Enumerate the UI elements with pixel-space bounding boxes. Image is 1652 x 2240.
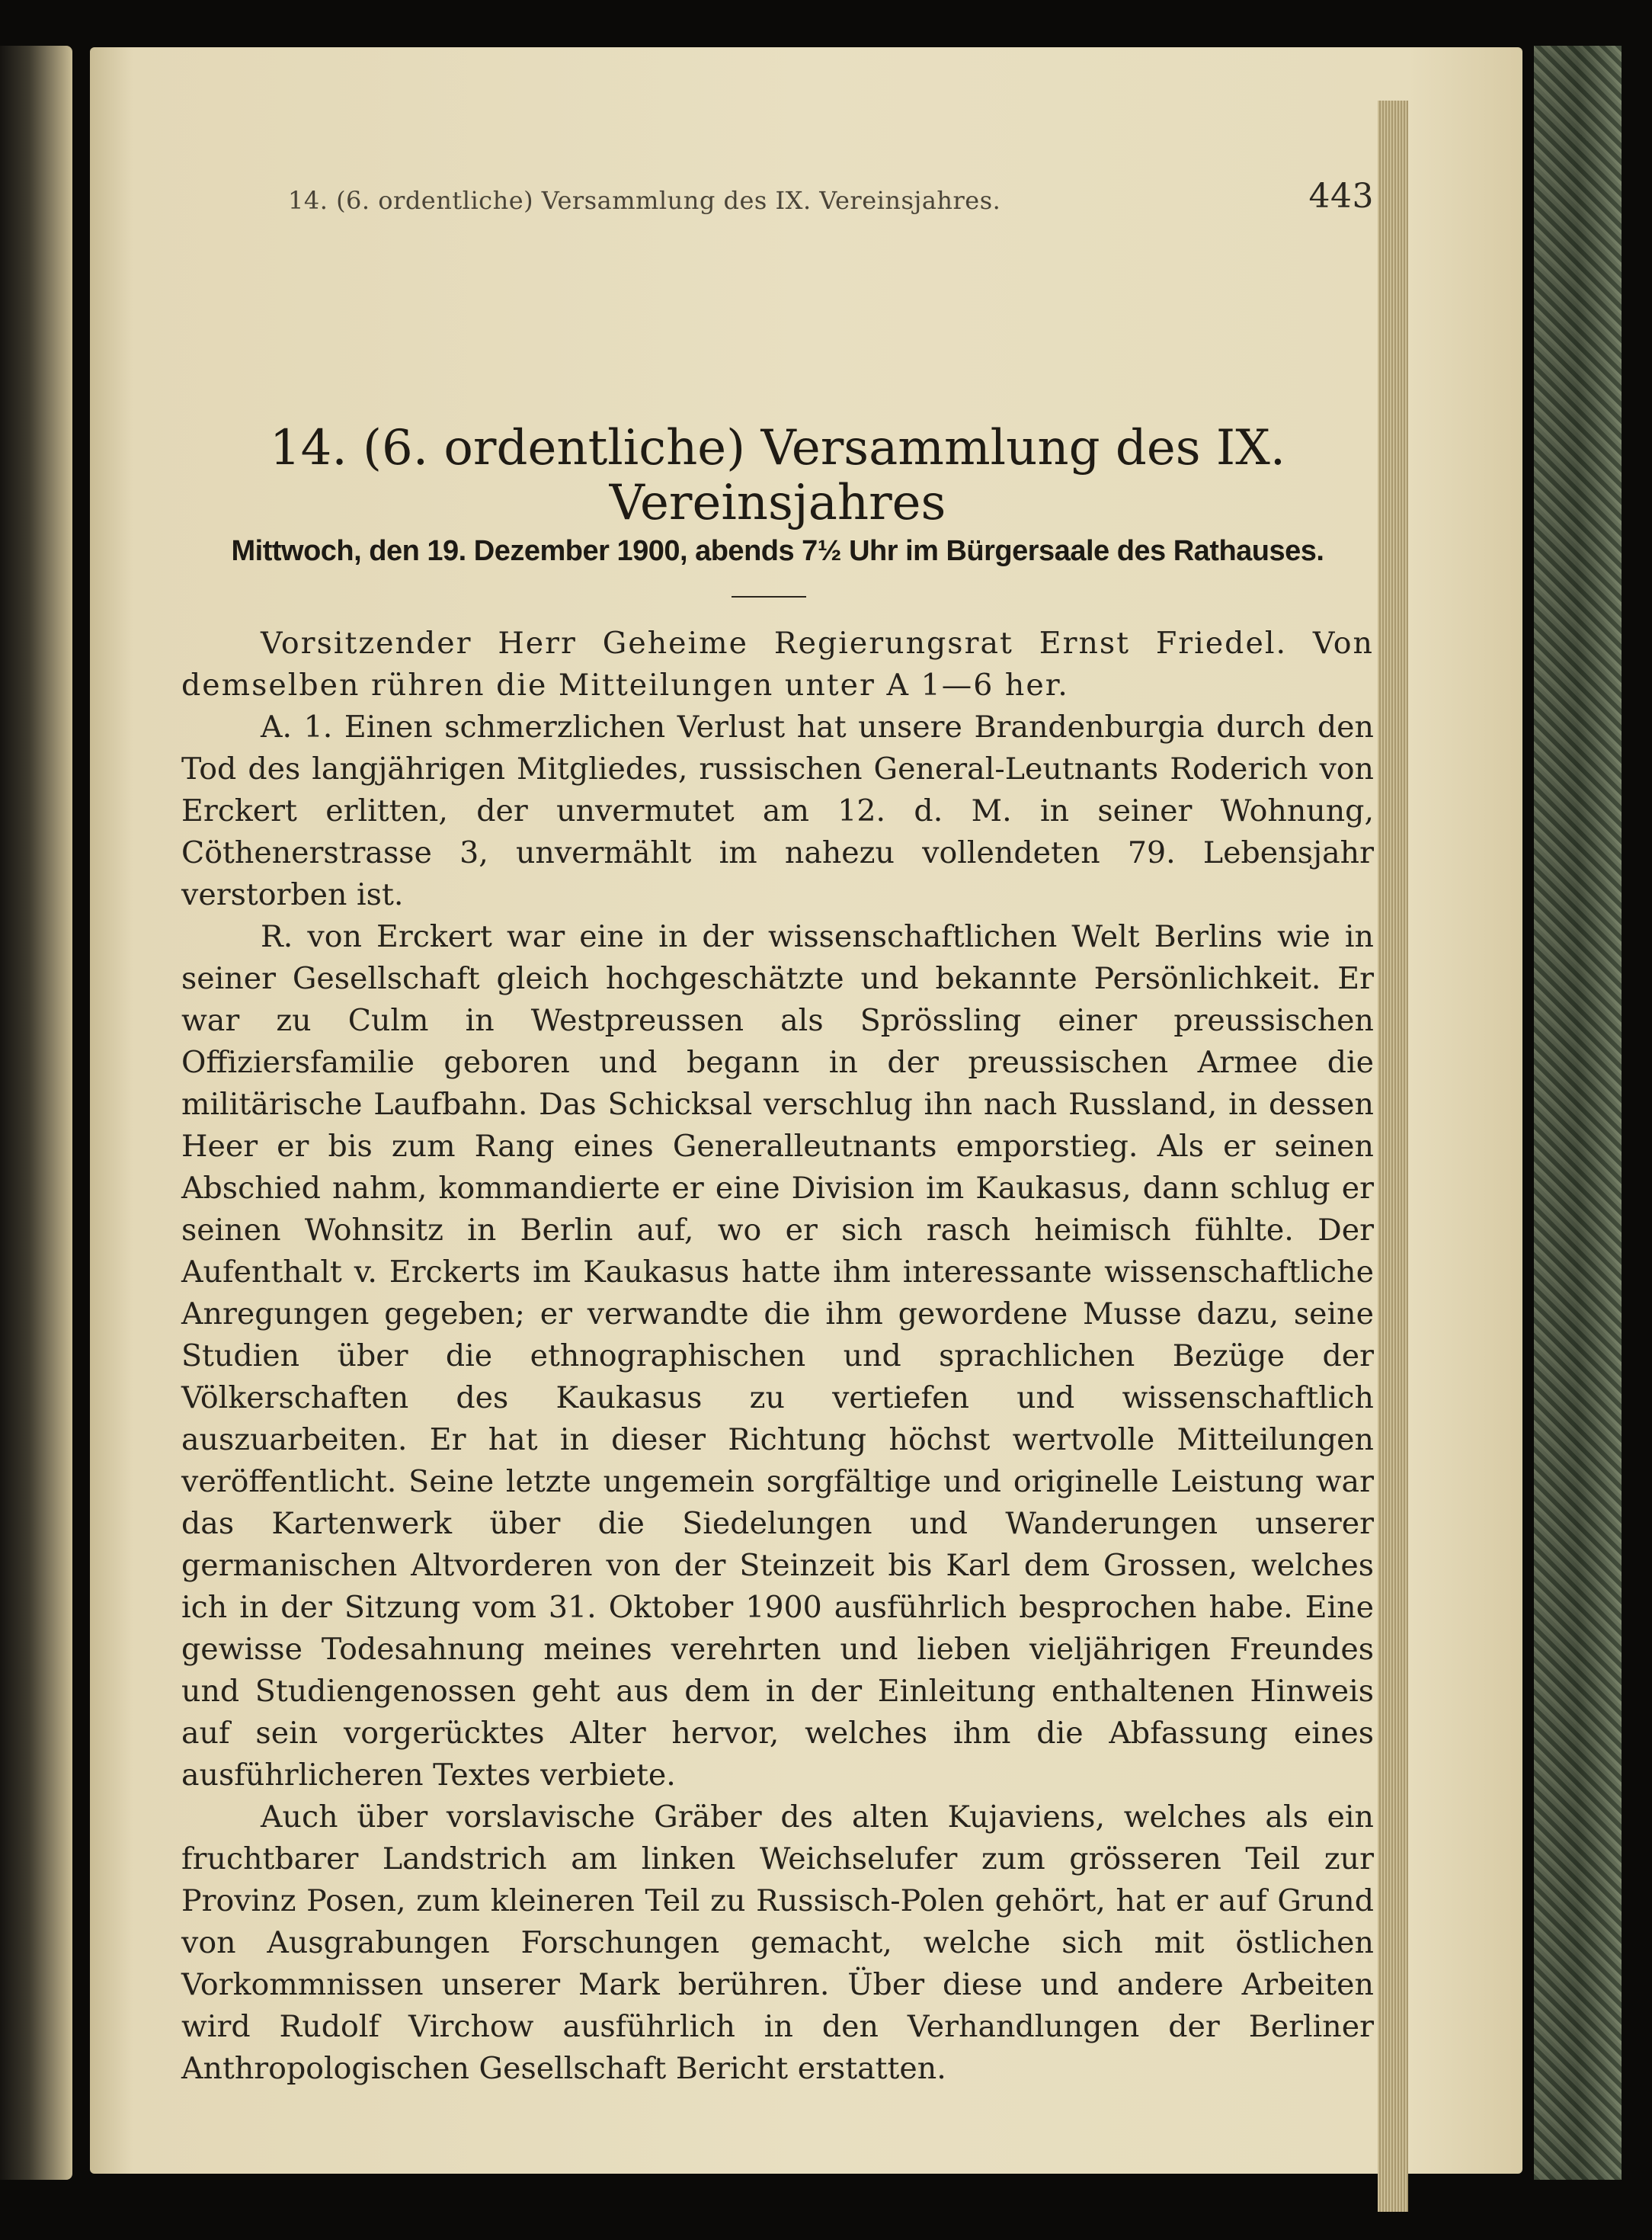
book-page — [90, 47, 1522, 2174]
book-cover-right — [1534, 46, 1622, 2180]
page-edge — [1378, 101, 1408, 2212]
paragraph-chair: Vorsitzender Herr Geheime Regierungsrat Ernst Friedel. Von demselben rühren die Mitteilungen unter A 1—6 her. — [181, 626, 1374, 703]
heading-rule — [732, 596, 806, 598]
meeting-date-line: Mittwoch, den 19. Dezember 1900, abends 7½ Uhr im Bürgersaale des Rathauses. — [231, 535, 1324, 567]
paragraph-kujavien: Auch über vorslavische Gräber des alten Kujaviens, welches als ein fruchtbarer Landstrich am linken Weichselufer zum grösseren Teil zur Provinz Posen, zum kleineren Teil zu Russisch-Polen gehört, hat er auf Grund von Ausgrabungen Forschungen gemacht, welche sich mit östlichen Vorkommnissen unserer Mark berühren. Über diese und andere Arbeiten wird Rudolf Virchow ausführlich in den Verhandlungen der Berliner Anthropologischen Gesellschaft Bericht erstatten. — [181, 1799, 1374, 2086]
page-number: 443 — [1308, 177, 1374, 216]
paragraph-a1: A. 1. Einen schmerzlichen Verlust hat unsere Brandenburgia durch den Tod des langjährigen Mitgliedes, russischen General-Leutnants Roderich von Erckert erlitten, der unvermutet am 12. d. M. in seiner Wohnung, Cöthenerstrasse 3, unvermählt im nahezu vollendeten 79. Lebensjahr verstorben ist. — [181, 710, 1374, 912]
running-head-title: 14. (6. ordentliche) Versammlung des IX. Vereinsjahres. — [288, 186, 1001, 215]
book-cover-left — [0, 46, 72, 2180]
section-heading: 14. (6. ordentliche) Versammlung des IX. Vereinsjahres — [269, 420, 1286, 531]
body-text — [181, 623, 1374, 2090]
paragraph-biography: R. von Erckert war eine in der wissenschaftlichen Welt Berlins wie in seiner Gesellschaft gleich hochgeschätzte und bekannte Persönlichkeit. Er war zu Culm in Westpreussen als Sprössling einer preussischen Offiziersfamilie geboren und begann in der preussischen Armee die militärische Laufbahn. Das Schicksal verschlug ihn nach Russland, in dessen Heer er bis zum Rang eines Generalleutnants emporstieg. Als er seinen Abschied nahm, kommandierte er eine Division im Kaukasus, dann schlug er seinen Wohnsitz in Berlin auf, wo er sich rasch heimisch fühlte. Der Aufenthalt v. Erckerts im Kaukasus hatte ihm interessante wissenschaftliche Anregungen gegeben; er verwandte die ihm gewordene Musse dazu, seine Studien über die ethnographischen und sprachlichen Bezüge der Völkerschaften des Kaukasus zu vertiefen und wissenschaftlich auszuarbeiten. Er hat in dieser Richtung höchst wertvolle Mitteilungen veröffentlicht. Seine letzte ungemein sorgfältige und originelle Leistung war das Kartenwerk über die Siedelungen und Wanderungen unserer germanischen Altvorderen von der Steinzeit bis Karl dem Grossen, welches ich in der Sitzung vom 31. Oktober 1900 ausführlich besprochen habe. Eine gewisse Todesahnung meines verehrten und lieben vieljährigen Freundes und Studiengenossen geht aus dem in der Einleitung enthaltenen Hinweis auf sein vorgerücktes Alter hervor, welches ihm die Abfassung eines ausführlicheren Textes verbiete. — [181, 919, 1374, 1793]
